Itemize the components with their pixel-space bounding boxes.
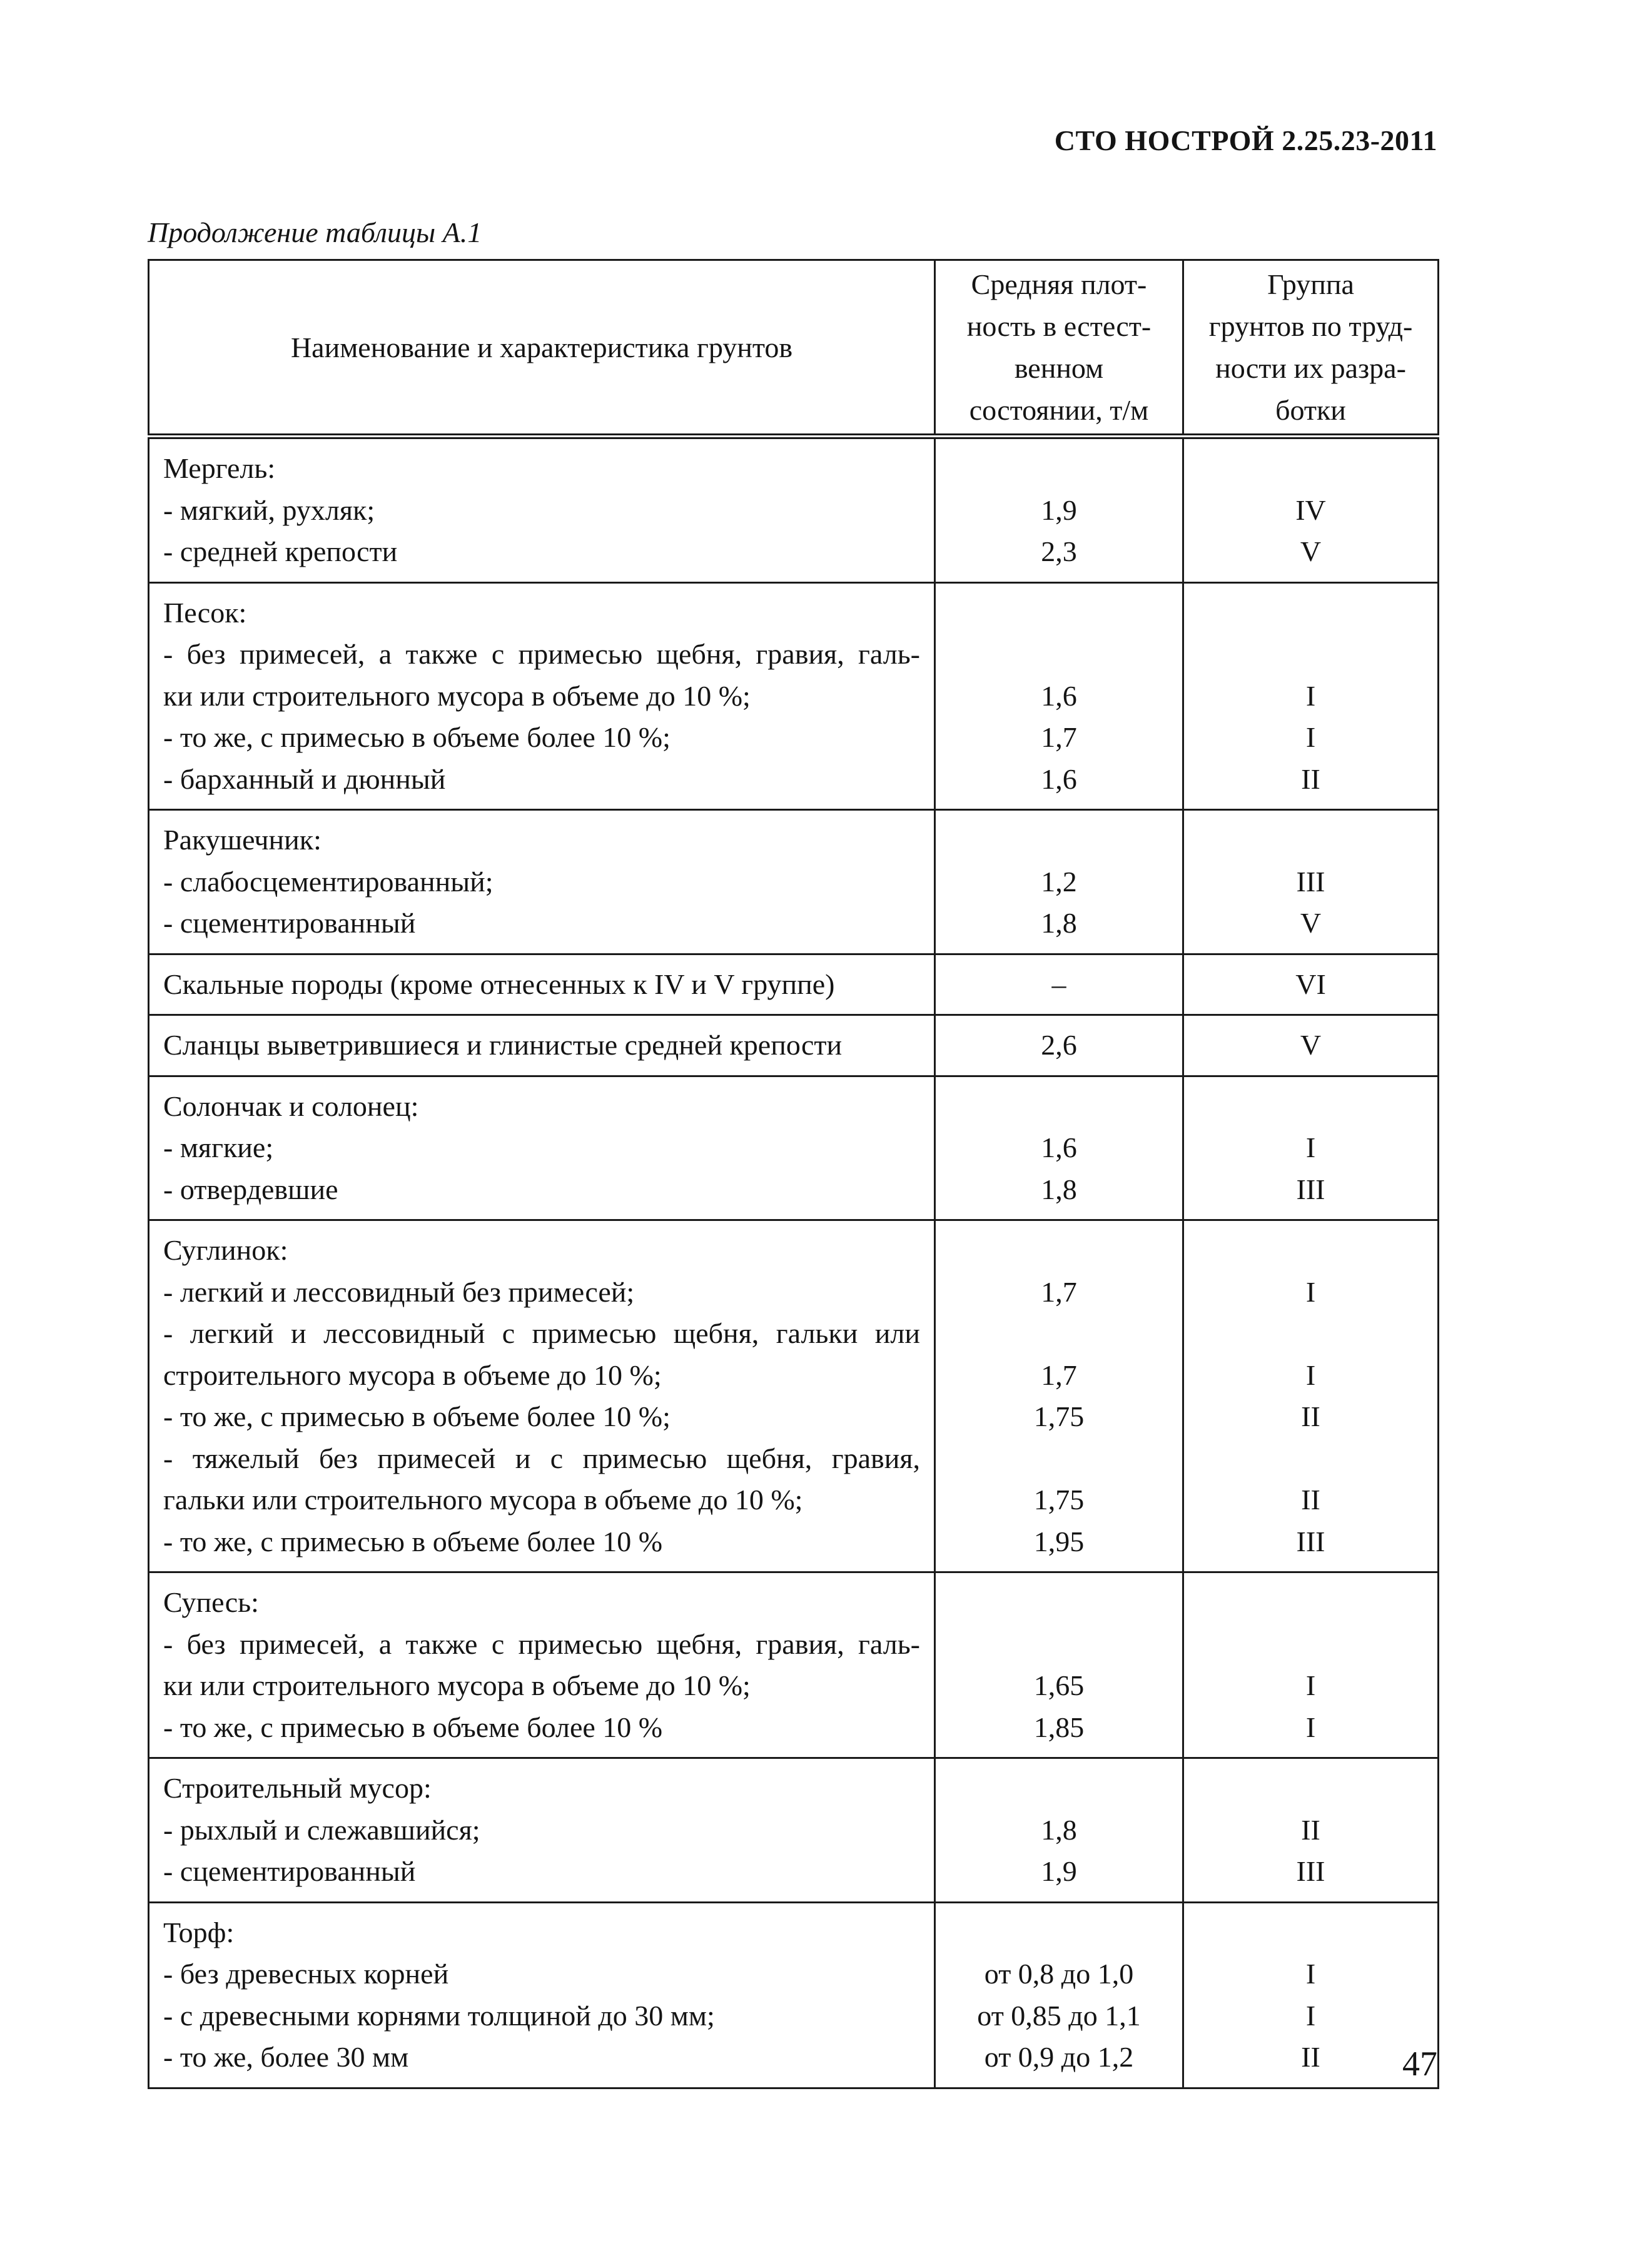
soil-description-line: - сцементированный: [163, 907, 416, 939]
group-value: III: [1296, 1855, 1325, 1887]
table-caption: Продолжение таблицы А.1: [148, 216, 482, 248]
page-number: 47: [1402, 2045, 1437, 2083]
group-value: II: [1301, 1484, 1320, 1516]
soil-description-line: - без примесей, а также с примесью щебня, гравия, галь-: [163, 1628, 920, 1660]
density-value: от 0,85 до 1,1: [977, 1999, 1141, 2032]
group-cell: [1183, 1015, 1439, 1076]
density-cell: [935, 437, 1183, 583]
density-value: [938, 1438, 1180, 1480]
soil-description-line: Сланцы выветрившиеся и глинистые средней крепости: [163, 1029, 843, 1061]
soil-table-container: [148, 259, 1437, 2089]
density-value: 1,7: [1041, 1359, 1077, 1391]
soil-name-cell: [149, 437, 935, 583]
group-value: [1187, 1582, 1435, 1624]
density-cell: [935, 810, 1183, 954]
soil-description-line: - легкий и лессовидный с примесью щебня, гальки или: [163, 1317, 920, 1349]
group-cell: [1183, 1758, 1439, 1903]
soil-description-line: - то же, с примесью в объеме более 10 %;: [163, 1400, 671, 1432]
column-header-density: Средняя плот- ность в естест- венном состоянии, т/м: [935, 260, 1183, 437]
density-cell: [935, 1902, 1183, 2088]
group-value: IV: [1295, 494, 1326, 526]
group-value: III: [1296, 1525, 1325, 1557]
table-body: [149, 437, 1439, 2088]
density-value: 2,3: [1041, 535, 1077, 567]
soil-name-cell: [149, 582, 935, 810]
group-value: III: [1296, 865, 1325, 898]
group-value: I: [1305, 1359, 1316, 1391]
density-value: 1,65: [1033, 1669, 1085, 1701]
table-row: [149, 1076, 1439, 1220]
group-value: [1187, 448, 1435, 490]
density-value: 1,6: [1041, 1131, 1077, 1163]
group-cell: [1183, 954, 1439, 1015]
table-row: [149, 954, 1439, 1015]
group-value: II: [1301, 1400, 1320, 1432]
density-value: [938, 1624, 1180, 1666]
density-value: [938, 448, 1180, 490]
group-cell: [1183, 1220, 1439, 1572]
group-value: I: [1305, 1275, 1316, 1308]
group-cell: [1183, 1572, 1439, 1758]
group-value: V: [1300, 907, 1322, 939]
soil-name-cell: [149, 1015, 935, 1076]
soil-description-line: - средней крепости: [163, 535, 398, 567]
soil-description-line: - то же, с примесью в объеме более 10 %;: [163, 721, 671, 753]
group-value: [1187, 1086, 1435, 1128]
density-cell: [935, 582, 1183, 810]
group-value: III: [1296, 1173, 1325, 1205]
density-value: 1,8: [1041, 1173, 1077, 1205]
group-value: [1187, 1438, 1435, 1480]
density-value: 1,6: [1041, 679, 1077, 712]
soil-name-cell: [149, 1076, 935, 1220]
density-cell: [935, 1572, 1183, 1758]
group-value: [1187, 634, 1435, 676]
column-header-group: Группа грунтов по труд- ности их разра- ботки: [1183, 260, 1439, 437]
group-value: [1187, 1624, 1435, 1666]
group-value: I: [1305, 721, 1316, 753]
soil-description-line: - то же, с примесью в объеме более 10 %: [163, 1525, 663, 1557]
group-cell: [1183, 1076, 1439, 1220]
group-cell: [1183, 437, 1439, 583]
soil-description-line: гальки или строительного мусора в объеме до 10 %;: [163, 1484, 803, 1516]
table-row: [149, 810, 1439, 954]
soil-description-line: - тяжелый без примесей и с примесью щебня, гравия,: [163, 1442, 920, 1474]
group-value: [1187, 819, 1435, 861]
group-cell: [1183, 1902, 1439, 2088]
group-value: II: [1301, 1813, 1320, 1846]
density-value: [938, 634, 1180, 676]
density-value: от 0,9 до 1,2: [984, 2041, 1134, 2073]
table-row: [149, 1758, 1439, 1903]
density-value: 1,9: [1041, 1855, 1077, 1887]
density-value: 2,6: [1041, 1029, 1077, 1061]
table-row: [149, 1902, 1439, 2088]
density-value: 1,7: [1041, 1275, 1077, 1308]
density-value: 1,6: [1041, 762, 1077, 795]
soil-name-cell: [149, 1572, 935, 1758]
density-cell: [935, 954, 1183, 1015]
density-value: 1,8: [1041, 907, 1077, 939]
density-cell: [935, 1758, 1183, 1903]
density-value: –: [1051, 968, 1066, 1000]
soil-name-cell: [149, 1902, 935, 2088]
soil-description-line: - слабосцементированный;: [163, 865, 494, 898]
group-value: [1187, 1912, 1435, 1954]
group-value: I: [1305, 1131, 1316, 1163]
soil-name-cell: [149, 810, 935, 954]
density-cell: [935, 1220, 1183, 1572]
soil-description-line: - рыхлый и слежавшийся;: [163, 1813, 480, 1846]
group-value: VI: [1295, 968, 1326, 1000]
soil-description-line: - то же, более 30 мм: [163, 2041, 409, 2073]
density-value: [938, 1768, 1180, 1810]
soil-description-line: ки или строительного мусора в объеме до 10 %;: [163, 1669, 751, 1701]
soil-description-line: - сцементированный: [163, 1855, 416, 1887]
group-value: I: [1305, 1669, 1316, 1701]
soil-name-cell: [149, 1220, 935, 1572]
soil-description-line: - отвердевшие: [163, 1173, 338, 1205]
soil-description-line: Мергель:: [163, 452, 276, 484]
soil-description-line: ки или строительного мусора в объеме до 10 %;: [163, 679, 751, 712]
density-value: 1,8: [1041, 1813, 1077, 1846]
soil-description-line: - с древесными корнями толщиной до 30 мм;: [163, 1999, 715, 2032]
table-row: [149, 1015, 1439, 1076]
soil-description-line: - без примесей, а также с примесью щебня, гравия, галь-: [163, 638, 920, 670]
density-value: [938, 1912, 1180, 1954]
density-value: 1,9: [1041, 494, 1077, 526]
density-value: 1,75: [1033, 1484, 1085, 1516]
group-value: I: [1305, 1999, 1316, 2032]
soil-description-line: Суглинок:: [163, 1234, 288, 1266]
density-cell: [935, 1076, 1183, 1220]
group-value: [1187, 1313, 1435, 1355]
table-header-row: [149, 260, 1439, 437]
group-value: I: [1305, 679, 1316, 712]
soil-name-cell: [149, 954, 935, 1015]
soil-description-line: - мягкие;: [163, 1131, 274, 1163]
group-value: II: [1301, 2041, 1320, 2073]
density-value: 1,2: [1041, 865, 1077, 898]
soil-name-cell: [149, 1758, 935, 1903]
soil-description-line: Супесь:: [163, 1586, 259, 1618]
group-value: [1187, 1230, 1435, 1272]
density-value: 1,7: [1041, 721, 1077, 753]
soil-description-line: - легкий и лессовидный без примесей;: [163, 1275, 635, 1308]
soil-description-line: - барханный и дюнный: [163, 762, 446, 795]
density-value: [938, 1582, 1180, 1624]
table-row: [149, 582, 1439, 810]
density-value: 1,95: [1033, 1525, 1085, 1557]
soil-description-line: - без древесных корней: [163, 1958, 449, 1990]
soil-table: [148, 259, 1439, 2089]
soil-description-line: строительного мусора в объеме до 10 %;: [163, 1359, 662, 1391]
group-value: I: [1305, 1958, 1316, 1990]
group-cell: [1183, 810, 1439, 954]
soil-description-line: - мягкий, рухляк;: [163, 494, 375, 526]
group-value: [1187, 592, 1435, 634]
density-value: 1,75: [1033, 1400, 1085, 1432]
column-header-name: Наименование и характеристика грунтов: [149, 260, 935, 437]
soil-description-line: Строительный мусор:: [163, 1772, 432, 1804]
soil-description-line: Солончак и солонец:: [163, 1090, 419, 1122]
density-value: от 0,8 до 1,0: [984, 1958, 1134, 1990]
soil-description-line: Скальные породы (кроме отнесенных к IV и V группе): [163, 968, 835, 1000]
table-row: [149, 1572, 1439, 1758]
density-value: 1,85: [1033, 1711, 1085, 1743]
document-header: СТО НОСТРОЙ 2.25.23-2011: [1054, 124, 1437, 156]
group-value: V: [1300, 535, 1322, 567]
group-value: V: [1300, 1029, 1322, 1061]
density-value: [938, 592, 1180, 634]
table-row: [149, 1220, 1439, 1572]
soil-description-line: Торф:: [163, 1916, 235, 1948]
soil-description-line: - то же, с примесью в объеме более 10 %: [163, 1711, 663, 1743]
soil-description-line: Песок:: [163, 596, 247, 629]
soil-description-line: Ракушечник:: [163, 824, 321, 856]
density-cell: [935, 1015, 1183, 1076]
density-value: [938, 1313, 1180, 1355]
group-value: I: [1305, 1711, 1316, 1743]
density-value: [938, 1230, 1180, 1272]
density-value: [938, 819, 1180, 861]
table-row: [149, 437, 1439, 583]
density-value: [938, 1086, 1180, 1128]
group-value: [1187, 1768, 1435, 1810]
group-cell: [1183, 582, 1439, 810]
group-value: II: [1301, 762, 1320, 795]
